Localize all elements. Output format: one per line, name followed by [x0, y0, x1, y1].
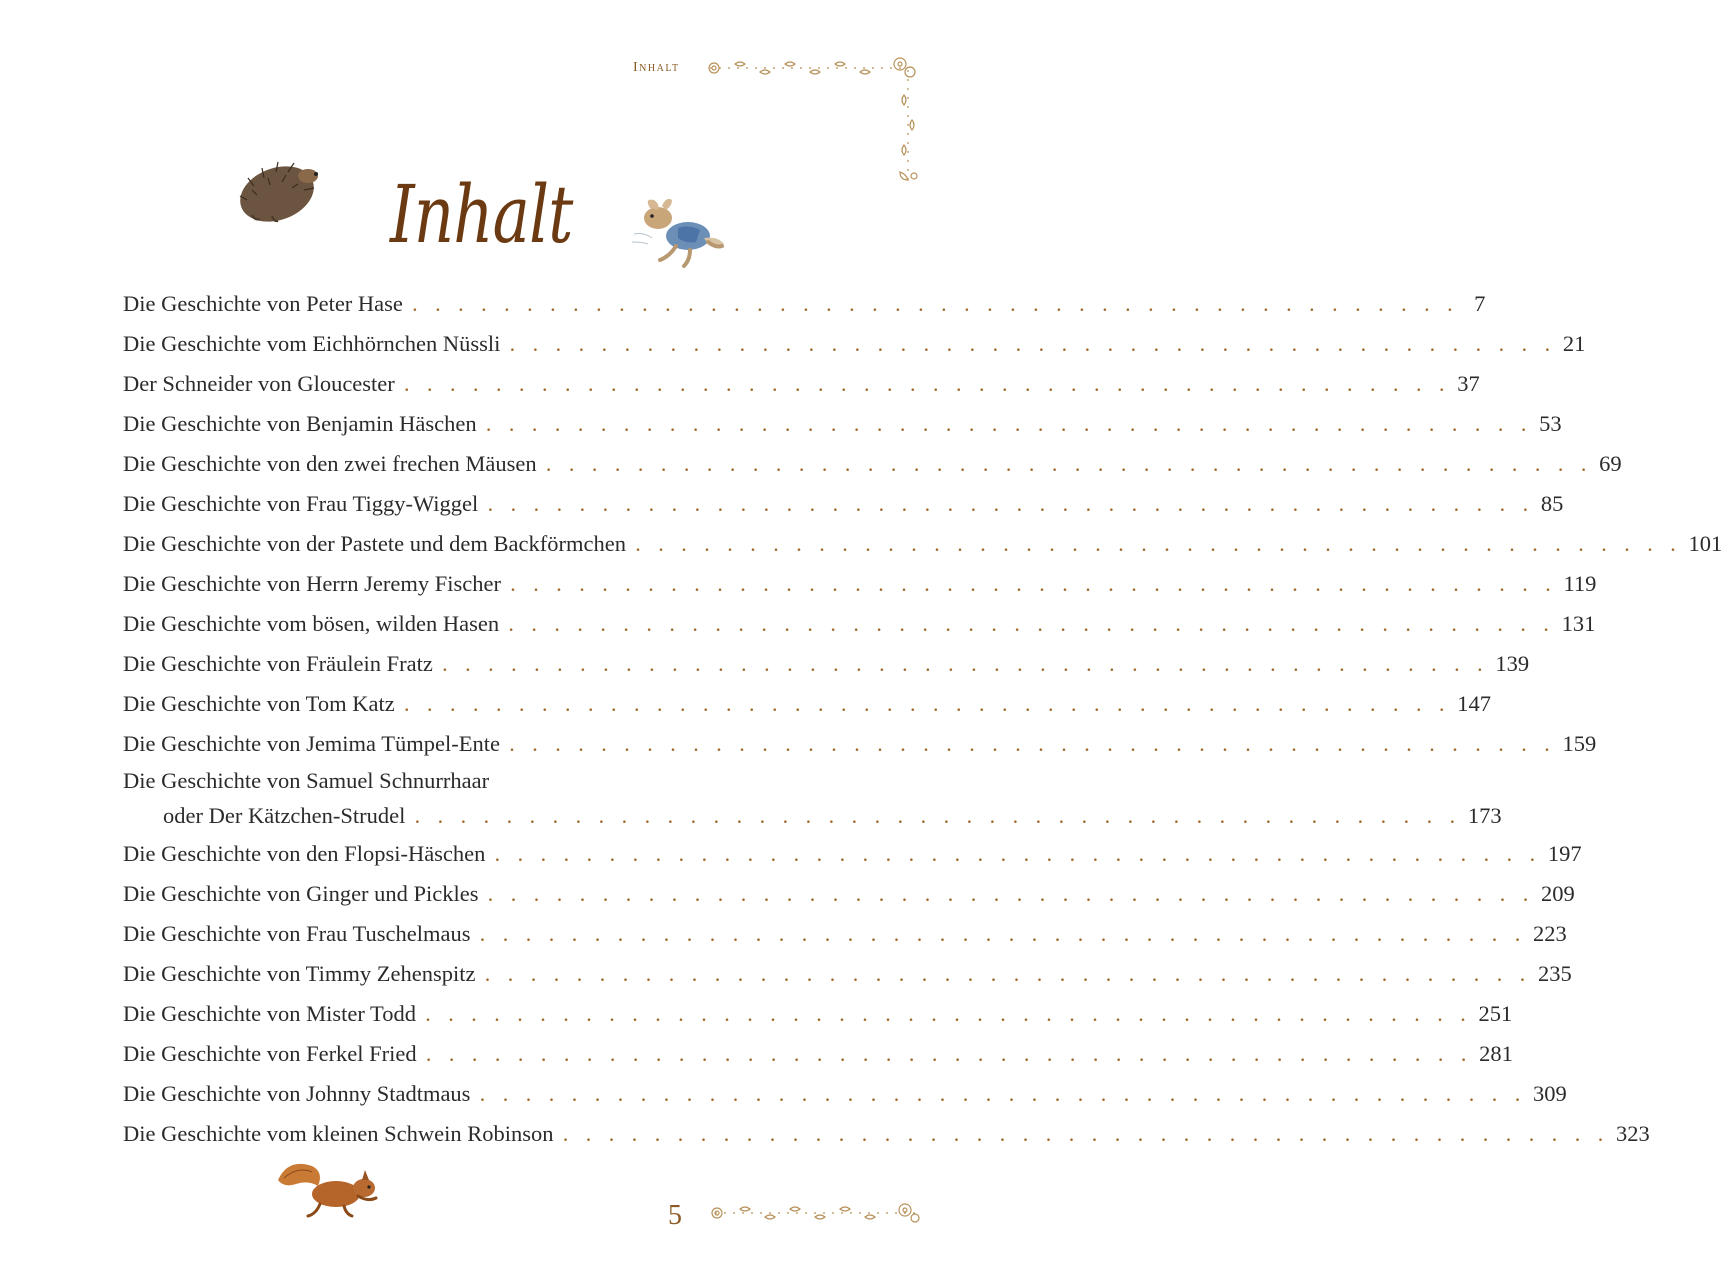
- toc-entry-title: Die Geschichte von Fräulein Fratz: [123, 651, 433, 676]
- toc-entry-title: Die Geschichte von Benjamin Häschen: [123, 411, 477, 436]
- floral-corner-ornament-icon: [700, 50, 925, 190]
- dot-leader: . . . . . . . . . . . . . . . . . . . . . . . . . . . . . . . . . . . . . . . . . . . . . .: [404, 378, 1452, 395]
- toc-entry[interactable]: [123, 524, 1722, 564]
- dot-leader: . . . . . . . . . . . . . . . . . . . . . . . . . . . . . . . . . . . . . . . . . . . . . .: [488, 498, 1535, 515]
- toc-entry[interactable]: [123, 684, 1491, 724]
- toc-entry[interactable]: [123, 644, 1530, 684]
- toc-entry[interactable]: [123, 284, 1486, 324]
- toc-entry[interactable]: [123, 604, 1596, 644]
- squirrel-illustration: [270, 1158, 388, 1220]
- toc-entry[interactable]: [123, 874, 1575, 914]
- toc-entry-page: 323: [1616, 1121, 1650, 1146]
- dot-leader: . . . . . . . . . . . . . . . . . . . . . . . . . . . . . . . . . . . . . . . . . . . . . .: [509, 618, 1556, 635]
- floral-border-ornament-icon: [705, 1198, 925, 1228]
- toc-entry-title: Die Geschichte vom bösen, wilden Hasen: [123, 611, 500, 636]
- toc-entry-page: 197: [1547, 841, 1582, 866]
- toc-entry-page: 21: [1562, 331, 1586, 356]
- toc-entry-page: 309: [1532, 1081, 1567, 1106]
- dot-leader: . . . . . . . . . . . . . . . . . . . . . . . . . . . . . . . . . . . . . . . . . . . . . .: [546, 458, 1594, 475]
- toc-entry[interactable]: [123, 834, 1582, 874]
- dot-leader: . . . . . . . . . . . . . . . . . . . . . . . . . . . . . . . . . . . . . . . . . . . . . .: [442, 658, 1490, 675]
- dot-leader: . . . . . . . . . . . . . . . . . . . . . . . . . . . . . . . . . . . . . . . . . . . . . .: [480, 1088, 1527, 1105]
- toc-entry[interactable]: [123, 324, 1586, 364]
- toc-entry-page: 101: [1688, 531, 1722, 556]
- toc-entry[interactable]: [123, 364, 1480, 404]
- dot-leader: . . . . . . . . . . . . . . . . . . . . . . . . . . . . . . . . . . . . . . . . . . . . . .: [488, 888, 1536, 905]
- toc-entry-page: 69: [1599, 451, 1622, 476]
- toc-entry-title: Die Geschichte von den zwei frechen Mäusen: [123, 451, 537, 476]
- toc-entry-page: 147: [1457, 691, 1491, 716]
- toc-entry-page: 131: [1561, 611, 1596, 636]
- toc-entry-title: Die Geschichte von Mister Todd: [123, 1001, 416, 1026]
- toc-entry[interactable]: [123, 724, 1597, 764]
- dot-leader: . . . . . . . . . . . . . . . . . . . . . . . . . . . . . . . . . . . . . . . . . . . . . .: [635, 538, 1683, 555]
- toc-entry-page: 173: [1467, 803, 1502, 828]
- dot-leader: . . . . . . . . . . . . . . . . . . . . . . . . . . . . . . . . . . . . . . . . . . . . . .: [509, 738, 1557, 755]
- toc-entry-title: Die Geschichte vom kleinen Schwein Robinson: [123, 1121, 554, 1146]
- dot-leader: . . . . . . . . . . . . . . . . . . . . . . . . . . . . . . . . . . . . . . . . . . . . . .: [495, 848, 1542, 865]
- toc-entry-page: 53: [1539, 411, 1562, 436]
- dot-leader: . . . . . . . . . . . . . . . . . . . . . . . . . . . . . . . . . . . . . . . . . . . . . .: [563, 1128, 1611, 1145]
- dot-leader: . . . . . . . . . . . . . . . . . . . . . . . . . . . . . . . . . . . . . . . . . . . . . .: [404, 698, 1452, 715]
- dot-leader: . . . . . . . . . . . . . . . . . . . . . . . . . . . . . . . . . . . . . . . . . . . . . .: [486, 418, 1534, 435]
- toc-entry[interactable]: [123, 564, 1597, 604]
- toc-entry-title: Die Geschichte von der Pastete und dem Backförmchen: [123, 531, 626, 556]
- toc-entry-page: 281: [1479, 1041, 1513, 1066]
- toc-entry-page: 159: [1562, 731, 1597, 756]
- toc-entry[interactable]: [123, 914, 1567, 954]
- toc-entry-title: Die Geschichte von Jemima Tümpel-Ente: [123, 731, 500, 756]
- toc-entry-page: 251: [1478, 1001, 1513, 1026]
- toc-entry-page: 7: [1474, 291, 1486, 316]
- toc-entry[interactable]: [123, 1114, 1650, 1154]
- toc-entry-title: Die Geschichte von Peter Hase: [123, 291, 403, 316]
- toc-entry-title: Die Geschichte von Tom Katz: [123, 691, 395, 716]
- toc-entry-page: 209: [1541, 881, 1575, 906]
- hedgehog-illustration: [232, 150, 327, 228]
- dot-leader: . . . . . . . . . . . . . . . . . . . . . . . . . . . . . . . . . . . . . . . . . . . . . .: [425, 1008, 1473, 1025]
- toc-entry-title: Die Geschichte von Frau Tiggy-Wiggel: [123, 491, 479, 516]
- dot-leader: . . . . . . . . . . . . . . . . . . . . . . . . . . . . . . . . . . . . . . . . . . . . . .: [510, 338, 1557, 355]
- toc-entry-page: 37: [1457, 371, 1480, 396]
- toc-entry-subtitle: oder Der Kätzchen-Strudel: [163, 803, 406, 828]
- toc-entry-title: Die Geschichte von Frau Tuschelmaus: [123, 921, 471, 946]
- running-head: Inhalt: [633, 60, 680, 75]
- toc-entry-title: Der Schneider von Gloucester: [123, 371, 395, 396]
- dot-leader: . . . . . . . . . . . . . . . . . . . . . . . . . . . . . . . . . . . . . . . . . . . . . .: [485, 968, 1532, 985]
- dot-leader: . . . . . . . . . . . . . . . . . . . . . . . . . . . . . . . . . . . . . . . . . . . . . .: [511, 578, 1558, 595]
- toc-entry[interactable]: [123, 444, 1622, 484]
- toc-entry[interactable]: [123, 1074, 1567, 1114]
- toc-entry-title: Die Geschichte von Ginger und Pickles: [123, 881, 479, 906]
- toc-entry-title: Die Geschichte von Johnny Stadtmaus: [123, 1081, 471, 1106]
- toc-entry-page: 139: [1495, 651, 1530, 676]
- dot-leader: . . . . . . . . . . . . . . . . . . . . . . . . . . . . . . . . . . . . . . . . . . . . . .: [426, 1048, 1474, 1065]
- toc-entry-title: Die Geschichte von Timmy Zehenspitz: [123, 961, 476, 986]
- table-of-contents: [123, 284, 1722, 1154]
- toc-entry-page: 223: [1532, 921, 1567, 946]
- dot-leader: . . . . . . . . . . . . . . . . . . . . . . . . . . . . . . . . . . . . . . . . . . . . . .: [415, 810, 1462, 827]
- toc-entry[interactable]: [123, 404, 1562, 444]
- toc-entry[interactable]: [123, 994, 1513, 1034]
- dot-leader: . . . . . . . . . . . . . . . . . . . . . . . . . . . . . . . . . . . . . . . . . . . . . .: [412, 298, 1460, 315]
- toc-entry-page: 119: [1563, 571, 1597, 596]
- page-number: 5: [668, 1200, 682, 1231]
- toc-entry[interactable]: [123, 484, 1564, 524]
- toc-entry-title: Die Geschichte von Samuel Schnurrhaar: [123, 768, 490, 793]
- toc-entry-page: 235: [1537, 961, 1572, 986]
- toc-entry[interactable]: [123, 1034, 1513, 1074]
- toc-entry-title: Die Geschichte von den Flopsi-Häschen: [123, 841, 486, 866]
- toc-entry-title: Die Geschichte von Herrn Jeremy Fischer: [123, 571, 501, 596]
- toc-entry-title: Die Geschichte vom Eichhörnchen Nüssli: [123, 331, 501, 356]
- toc-entry[interactable]: [123, 954, 1572, 994]
- dot-leader: . . . . . . . . . . . . . . . . . . . . . . . . . . . . . . . . . . . . . . . . . . . . . .: [480, 928, 1527, 945]
- toc-entry[interactable]: [123, 764, 1502, 834]
- toc-entry-page: 85: [1540, 491, 1564, 516]
- toc-entry-title: Die Geschichte von Ferkel Fried: [123, 1041, 417, 1066]
- page-title: Inhalt: [390, 168, 573, 261]
- rabbit-illustration: [628, 198, 730, 268]
